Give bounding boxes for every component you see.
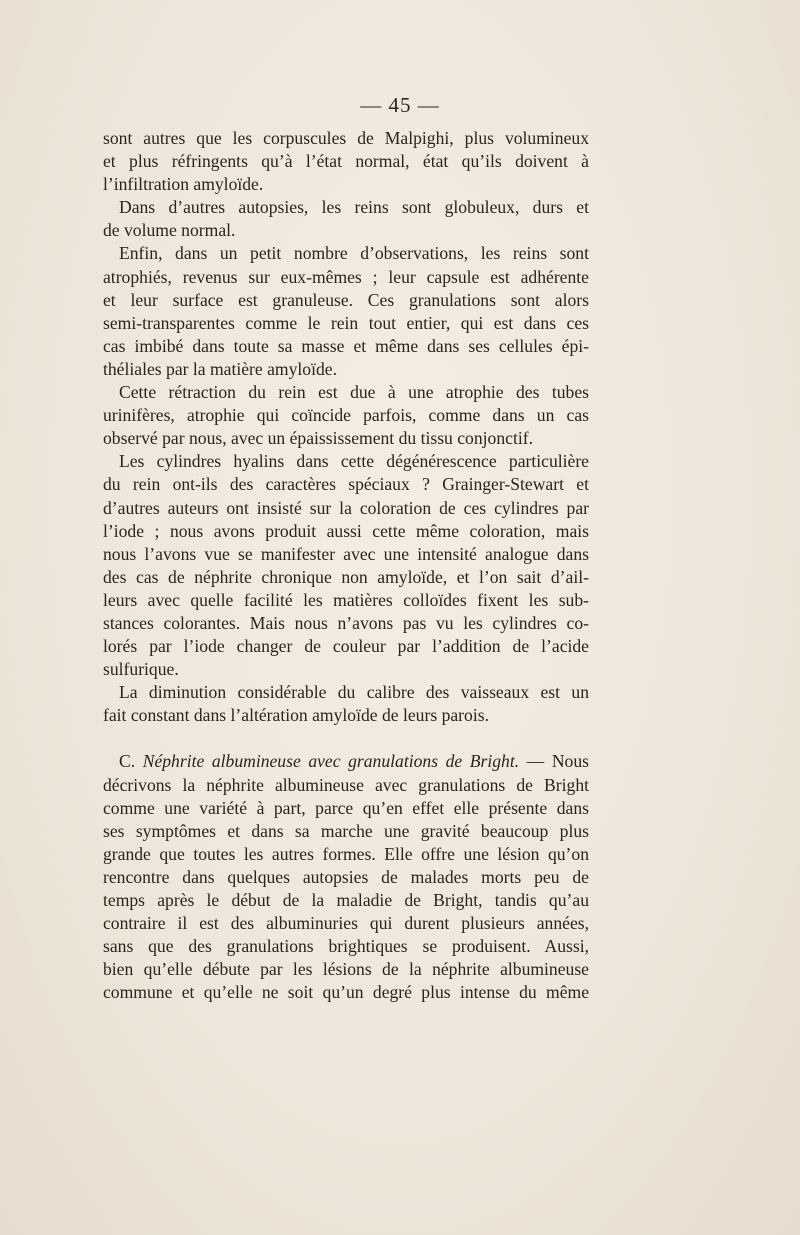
section-label: C. [119, 751, 143, 772]
text-line: cas imbibé dans toute sa masse et même dans ses cellules épi- [103, 335, 589, 356]
section-first-line-rest: — Nous [519, 751, 589, 772]
text-line: sulfurique. [103, 659, 179, 680]
text-line: et plus réfringents qu’à l’état normal, état qu’ils doivent à [103, 151, 589, 172]
paragraph [103, 450, 589, 681]
text-line: Cette rétraction du rein est due à une atrophie des tubes [119, 382, 589, 403]
text-line: contraire il est des albuminuries qui durent plusieurs années, [103, 913, 589, 934]
text-line: commune et qu’elle ne soit qu’un degré plus intense du même [103, 982, 589, 1003]
text-line: théliales par la matière amyloïde. [103, 358, 337, 379]
text-line: Dans d’autres autopsies, les reins sont globuleux, durs et [119, 197, 589, 218]
text-line: lorés par l’iode changer de couleur par l’addition de l’acide [103, 636, 589, 657]
body-text [103, 127, 589, 1004]
text-line: nous l’avons vue se manifester avec une intensité analogue dans [103, 543, 589, 564]
text-line: urinifères, atrophie qui coïncide parfois, comme dans un cas [103, 405, 589, 426]
text-line: ses symptômes et dans sa marche une gravité beaucoup plus [103, 820, 589, 841]
text-line: Enfin, dans un petit nombre d’observations, les reins sont [119, 243, 589, 264]
paragraph [103, 381, 589, 450]
text-line: des cas de néphrite chronique non amyloïde, et l’on sait d’ail- [103, 566, 589, 587]
text-line: sans que des granulations brightiques se produisent. Aussi, [103, 936, 589, 957]
text-line: de volume normal. [103, 220, 236, 241]
text-line: grande que toutes les autres formes. Elle offre une lésion qu’on [103, 843, 589, 864]
text-line: leurs avec quelle facilité les matières colloïdes fixent les sub- [103, 589, 589, 610]
paragraph [103, 196, 589, 242]
text-line: atrophiés, revenus sur eux-mêmes ; leur capsule est adhérente [103, 266, 589, 287]
section-heading-line [103, 750, 589, 773]
text-line: et leur surface est granuleuse. Ces granulations sont alors [103, 289, 589, 310]
text-line: décrivons la néphrite albumineuse avec granulations de Bright [103, 774, 589, 795]
paragraph [103, 127, 589, 196]
text-line: l’iode ; nous avons produit aussi cette même coloration, mais [103, 520, 589, 541]
text-line: stances colorantes. Mais nous n’avons pas vu les cylindres co- [103, 612, 589, 633]
text-line: Les cylindres hyalins dans cette dégénérescence particulière [119, 451, 589, 472]
section-title: Néphrite albumineuse avec granulations de Bright. [142, 751, 520, 772]
text-line: bien qu’elle débute par les lésions de la néphrite albumineuse [103, 959, 589, 980]
text-line: l’infiltration amyloïde. [103, 174, 264, 195]
text-line: du rein ont-ils des caractères spéciaux ? Grainger-Stewart et [103, 474, 589, 495]
text-line: comme une variété à part, parce qu’en effet elle présente dans [103, 797, 589, 818]
text-line: temps après le début de la maladie de Bright, tandis qu’au [103, 890, 589, 910]
text-line: fait constant dans l’altération amyloïde de leurs parois. [103, 705, 489, 726]
text-line: sont autres que les corpuscules de Malpighi, plus volumineux [103, 128, 589, 148]
text-line: La diminution considérable du calibre des vaisseaux est un [119, 682, 589, 703]
paragraph [103, 242, 589, 381]
text-line: rencontre dans quelques autopsies de malades morts peu de [103, 866, 589, 887]
text-line: d’autres auteurs ont insisté sur la coloration de ces cylindres par [103, 497, 589, 518]
page-number: — 45 — [360, 93, 440, 117]
text-line: observé par nous, avec un épaississement du tissu conjonctif. [103, 428, 533, 449]
text-line: semi-transparentes comme le rein tout entier, qui est dans ces [103, 312, 589, 333]
paragraph [103, 681, 589, 727]
section-spacer [103, 727, 589, 750]
section-paragraph [103, 750, 589, 1004]
